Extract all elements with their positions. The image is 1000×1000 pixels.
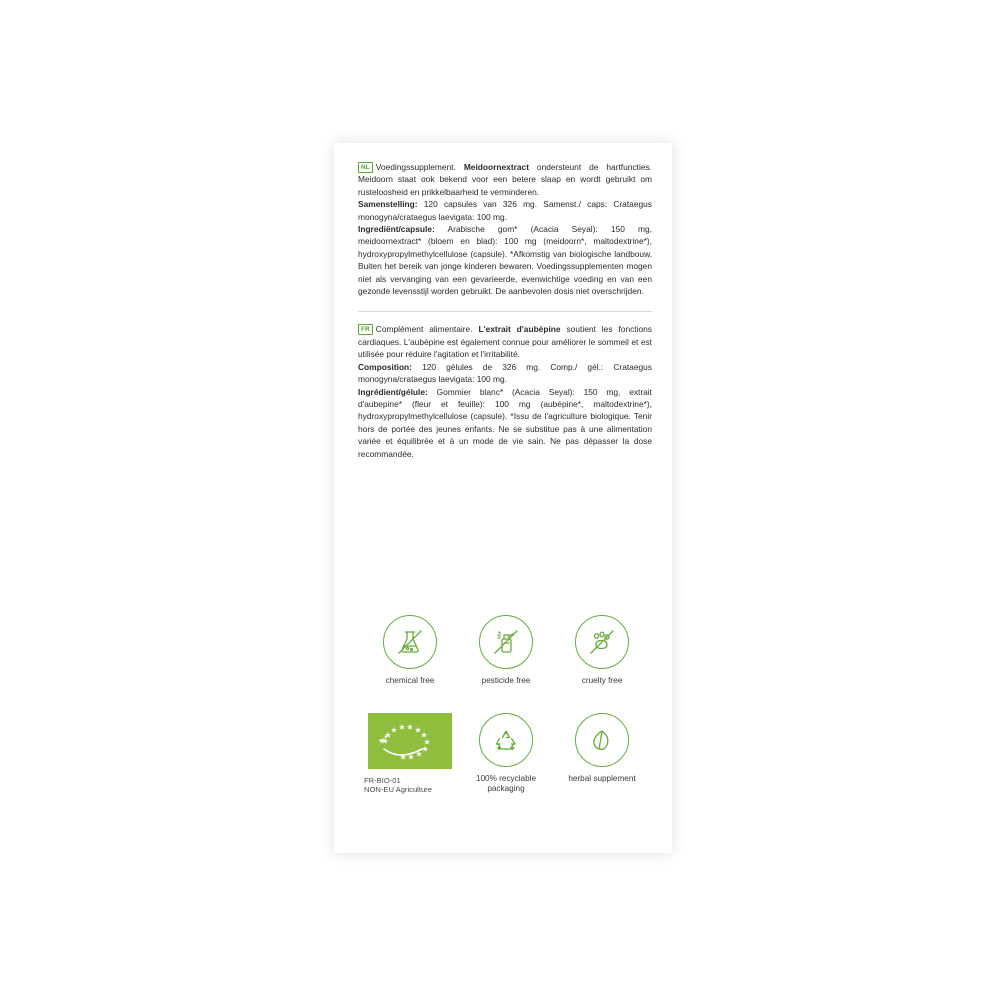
nl-composition-paragraph	[358, 198, 652, 223]
language-tag-nl: NL	[358, 162, 373, 173]
badge-label: herbal supplement	[568, 773, 636, 783]
eu-code-line: FR-BIO-01	[364, 775, 401, 785]
nl-ingredients-paragraph	[358, 223, 652, 297]
badge-recyclable-packaging	[458, 713, 554, 795]
fr-intro-before: Complément alimentaire.	[375, 324, 479, 335]
nl-composition-text: 120 capsules van 326 mg. Samenst./ caps: Crataegus monogyna/crataegus laevigata: 100 mg.	[358, 199, 652, 222]
language-block-fr	[358, 323, 652, 459]
nl-intro-paragraph	[358, 161, 652, 198]
nl-ingredients-text: Arabische gom* (Acacia Seyal): 150 mg, meidoornextract* (bloem en blad): 100 mg (meidoorn*, maltodextrine*), hydroxypropylmethylcellulose (capsule). *Afkomstig van biologische landbouw. Buiten het bereik van jonge kinderen bewaren. Voedingssupplementen mogen niet als vervanging van een gevarieerde, evenwichtige voeding en van een gezonde levensstijl worden gebruikt. De aanbevolen dosis niet overschrijden.	[358, 224, 652, 297]
badge-chemical-free	[362, 615, 458, 687]
product-package-panel	[334, 143, 672, 853]
nl-intro-after: ondersteunt de hartfuncties. Meidoorn staat ook bekend voor een betere slaap en wordt gebruikt om rusteloosheid en prikkelbaarheid te verminderen.	[358, 162, 652, 197]
label-text-area	[358, 161, 652, 460]
nl-intro-lead: Meidoornextract	[463, 162, 529, 172]
fr-ingredients-label: Ingrédient/gélule:	[358, 386, 428, 397]
nl-intro-before: Voedingssupplement.	[375, 162, 464, 172]
language-tag-fr: FR	[358, 324, 373, 335]
certification-badges	[362, 615, 652, 795]
recycle-icon	[479, 713, 533, 767]
badge-label: chemical free	[385, 676, 435, 685]
fr-intro-paragraph	[358, 323, 652, 360]
eu-origin-line: NON-EU Agriculture	[364, 785, 432, 795]
language-block-nl	[358, 161, 652, 297]
badge-eu-organic	[362, 713, 458, 795]
leaf-icon	[575, 713, 629, 767]
rabbit-crossed-icon	[575, 615, 629, 669]
flask-crossed-icon	[383, 615, 437, 669]
spray-crossed-icon	[479, 615, 533, 669]
nl-composition-label: Samenstelling:	[358, 199, 418, 210]
badge-row-2	[362, 713, 652, 795]
eu-organic-leaf-icon	[368, 713, 452, 769]
fr-composition-paragraph	[358, 361, 652, 386]
fr-ingredients-paragraph	[358, 386, 652, 460]
badge-label: 100% recyclable packaging	[475, 773, 537, 793]
badge-label: pesticide free	[481, 676, 531, 685]
nl-ingredients-label: Ingrediënt/capsule:	[358, 224, 435, 235]
fr-composition-label: Composition:	[358, 361, 412, 372]
badge-row-1	[362, 615, 652, 687]
fr-intro-after: soutient les fonctions cardiaques. L'aubépine est également connue pour améliorer le sommeil et est utilisée pour réduire l'agitation et l'irritabilité.	[358, 324, 652, 360]
badge-cruelty-free	[554, 615, 650, 687]
fr-intro-lead: L'extrait d'aubépine	[478, 324, 561, 335]
eu-organic-caption	[362, 776, 458, 795]
badge-label: cruelty free	[581, 676, 623, 685]
badge-herbal-supplement	[554, 713, 650, 795]
fr-ingredients-text: Gommier blanc* (Acacia Seyal): 150 mg, extrait d'aubepine* (fleur et feuille): 100 mg (aubépine*, maltodextrine*), hydroxypropylmethylcellulose (capsule). *Issu de l'agriculture biologique. Tenir hors de portée des jeunes enfants. Ne se substitue pas à une alimentation variée et équilibrée et à un mode de vie sain. Ne pas dépasser la dose recommandée.	[358, 386, 652, 459]
language-divider	[358, 311, 652, 312]
badge-pesticide-free	[458, 615, 554, 687]
fr-composition-text: 120 gélules de 326 mg. Comp./ gél.: Crataegus monogyna/crataegus laevigata: 100 mg.	[358, 361, 652, 385]
